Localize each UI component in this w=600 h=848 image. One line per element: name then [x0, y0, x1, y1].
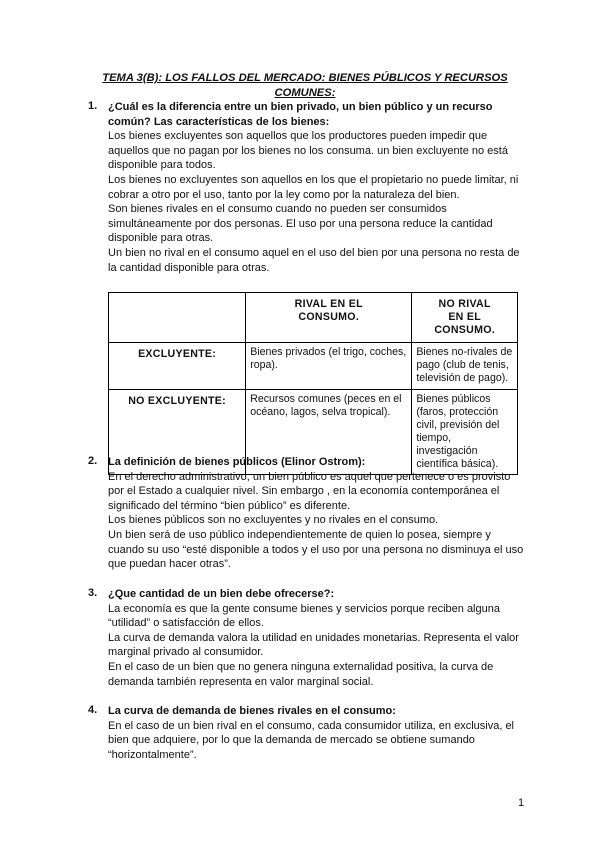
text-line: bien que adquiere, por lo que la demanda de mercado se obtiene sumando — [108, 734, 475, 747]
section-body — [108, 129, 528, 275]
heading-line: ¿Que cantidad de un bien debe ofrecerse?: — [108, 588, 335, 600]
text-line: la cantidad disponible para otras. — [108, 261, 270, 274]
text-line: Los bienes excluyentes son aquellos que los productores pueden impedir que — [108, 130, 488, 143]
section-number: 3. — [88, 587, 98, 599]
section-1 — [88, 100, 528, 275]
section-body — [108, 470, 528, 572]
table-row-label: EXCLUYENTE: — [109, 343, 246, 390]
section-heading — [108, 704, 528, 719]
text-line: Los bienes no excluyentes son aquellos en los que el propietario no puede limitar, ni — [108, 173, 519, 186]
section-2 — [88, 455, 528, 572]
section-body — [108, 719, 528, 763]
table-header-cell: NO RIVAL EN EL CONSUMO. — [412, 293, 518, 343]
text-line: demanda también representa en valor marginal social. — [108, 675, 374, 688]
text-line: por el Estado a cualquier nivel. Sin embargo , en la economía contemporánea el — [108, 485, 500, 498]
table-cell: Bienes públicos (faros, protección civil, previsión del tiempo, investigación científica básica). — [412, 390, 518, 475]
page-number: 1 — [518, 797, 525, 809]
document-title — [80, 71, 530, 101]
title-line: COMUNES: — [274, 87, 336, 99]
text-line: En el caso de un bien rival en el consumo, cada consumidor utiliza, en exclusiva, el — [108, 719, 515, 732]
table-header-cell — [109, 293, 246, 343]
table-row-label: NO EXCLUYENTE: — [109, 390, 246, 475]
section-3 — [88, 587, 528, 689]
text-line: cuando su uso “esté disponible a todos y el uso por una persona no disminuya el uso — [108, 543, 524, 556]
text-line: Un bien será de uso público independientemente de quien lo posea, siempre y — [108, 528, 491, 541]
text-line: simultáneamente por dos personas. El uso por una persona reduce la cantidad — [108, 217, 493, 230]
text-line: marginal privado al consumidor. — [108, 646, 264, 659]
text-line: Los bienes públicos son no excluyentes y no rivales en el consumo. — [108, 514, 439, 527]
text-line: disponible para otras. — [108, 232, 214, 245]
table-row — [109, 343, 518, 390]
text-line: aquellos que no pagan por los bienes no los consuma. un bien excluyente no está — [108, 144, 508, 157]
text-line: En el caso de un bien que no genera ninguna externalidad positiva, la curva de — [108, 660, 494, 673]
section-heading — [108, 100, 528, 129]
heading-line: La definición de bienes públicos (Elinor Ostrom): — [108, 456, 366, 468]
section-number: 4. — [88, 704, 98, 716]
text-line: En el derecho administrativo, un bien público es aquel que pertenece o es provisto — [108, 470, 511, 483]
heading-line: común? Las características de los bienes: — [108, 115, 330, 128]
text-line: Son bienes rivales en el consumo cuando no pueden ser consumidos — [108, 203, 447, 216]
section-heading — [108, 455, 528, 470]
text-line: “horizontalmente”. — [108, 748, 197, 761]
section-heading — [108, 587, 528, 602]
text-line: “utilidad” o satisfacción de ellos. — [108, 617, 264, 630]
text-line: significado del término “bien público” es diferente. — [108, 499, 351, 512]
text-line: La economía es que la gente consume bienes y servicios porque reciben alguna — [108, 602, 500, 615]
section-body — [108, 602, 528, 690]
text-line: La curva de demanda valora la utilidad en unidades monetarias. Representa el valor — [108, 631, 519, 644]
text-line: disponible para todos. — [108, 159, 216, 172]
table-header-row — [109, 293, 518, 343]
section-number: 1. — [88, 100, 98, 112]
goods-classification-table — [108, 292, 518, 475]
section-number: 2. — [88, 455, 98, 467]
title-line: TEMA 3(B): LOS FALLOS DEL MERCADO: BIENES PÚBLICOS Y RECURSOS — [102, 72, 508, 84]
table-header-cell: RIVAL EN EL CONSUMO. — [246, 293, 412, 343]
text-line: cobrar a otro por el uso, tanto por la ley como por la naturaleza del bien. — [108, 188, 460, 201]
table-cell: Bienes no-rivales de pago (club de tenis, televisión de pago). — [412, 343, 518, 390]
text-line: que puedan hacer otras”. — [108, 558, 231, 571]
text-line: Un bien no rival en el consumo aquel en el uso del bien por una persona no resta de — [108, 246, 520, 259]
table-cell: Recursos comunes (peces en el océano, lagos, selva tropical). — [246, 390, 412, 475]
heading-line: ¿Cuál es la diferencia entre un bien privado, un bien público y un recurso — [108, 101, 493, 113]
section-4 — [88, 704, 528, 762]
heading-line: La curva de demanda de bienes rivales en el consumo: — [108, 705, 396, 717]
table-cell: Bienes privados (el trigo, coches, ropa). — [246, 343, 412, 390]
